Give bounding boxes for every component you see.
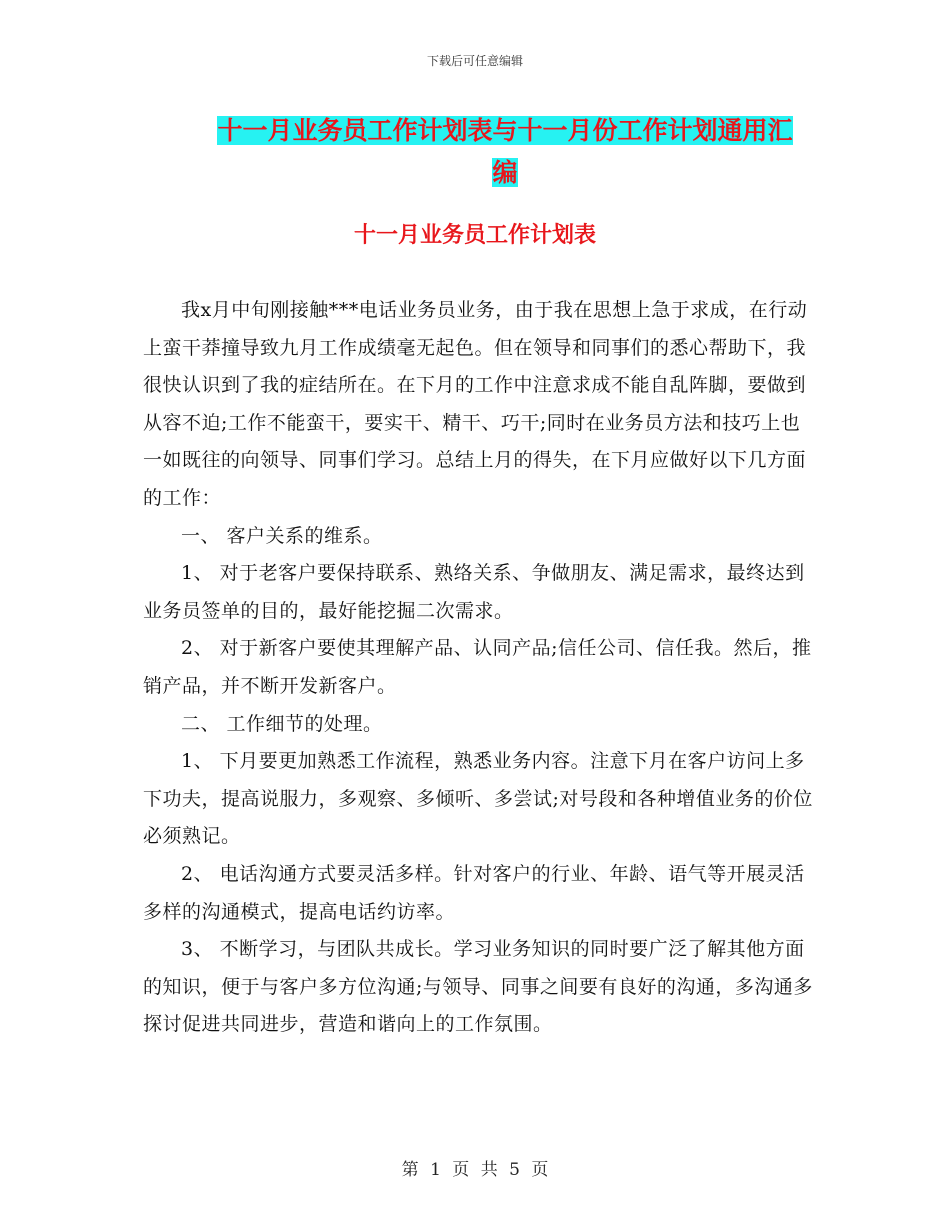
paragraph-heading-1: 一、 客户关系的维系。 xyxy=(181,524,383,547)
paragraph-item: 2、 对于新客户要使其理解产品、认同产品;信任公司、信任我。然后，推销产品，并不断开发新客户。 xyxy=(143,637,812,697)
section-title: 十一月业务员工作计划表 xyxy=(353,223,596,248)
paragraph-heading-2: 二、 工作细节的处理。 xyxy=(181,712,383,735)
paragraph-item: 2、 电话沟通方式要灵活多样。针对客户的行业、年龄、语气等开展灵活多样的沟通模式，提高电话约访率。 xyxy=(143,862,805,923)
body-text xyxy=(143,292,813,1044)
document-title xyxy=(190,110,820,194)
paragraph-item: 1、 对于老客户要保持联系、熟络关系、争做朋友、满足需求，最终达到业务员签单的目的，最好能挖掘二次需求。 xyxy=(143,562,805,622)
paragraph-item: 1、 下月要更加熟悉工作流程，熟悉业务内容。注意下月在客户访问上多下功夫，提高说服力，多观察、多倾听、多尝试;对号段和各种增值业务的价位必须熟记。 xyxy=(143,750,813,848)
paragraph-item: 3、 不断学习，与团队共成长。学习业务知识的同时要广泛了解其他方面的知识，便于与客户多方位沟通;与领导、同事之间要有良好的沟通，多沟通多探讨促进共同进步，营造和谐向上的工作氛围。 xyxy=(143,938,813,1036)
page-header-note: 下载后可任意编辑 xyxy=(426,54,523,68)
paragraph-intro: 我x月中旬刚接触***电话业务员业务，由于我在思想上急于求成，在行动上蛮干莽撞导致九月工作成绩毫无起色。但在领导和同事们的悉心帮助下，我很快认识到了我的症结所在。在下月的工作中注意求成不能自乱阵脚，要做到从容不迫;工作不能蛮干，要实干、精干、巧干;同时在业务员方法和技巧上也一如既往的向领导、同事们学习。总结上月的得失，在下月应做好以下几方面的工作： xyxy=(143,299,808,509)
document-title-line-1: 十一月业务员工作计划表与十一月份工作计划通用汇 xyxy=(217,116,793,145)
document-title-line-2: 编 xyxy=(492,158,518,187)
page-footer: 第 1 页 共 5 页 xyxy=(401,1160,549,1180)
